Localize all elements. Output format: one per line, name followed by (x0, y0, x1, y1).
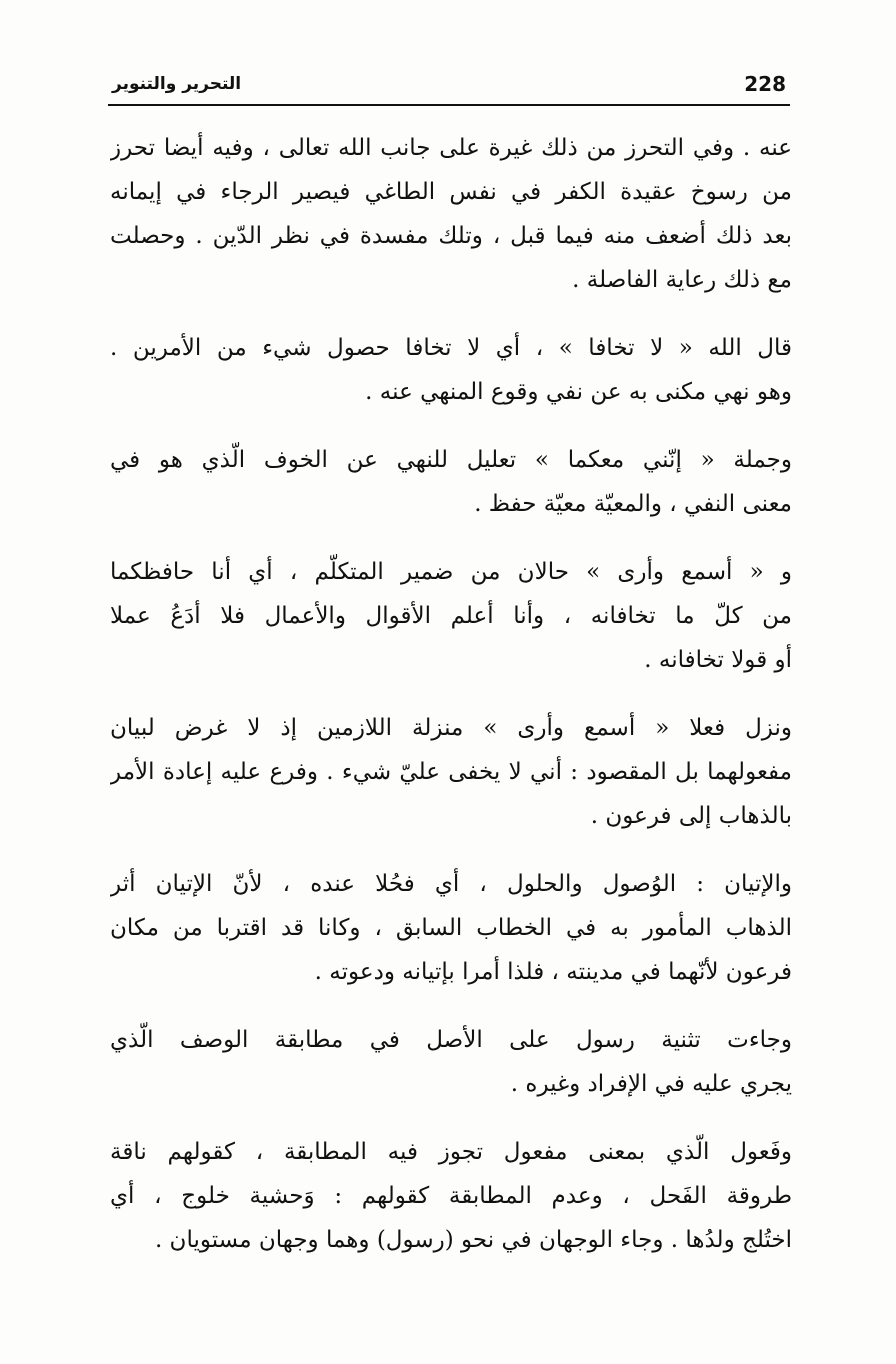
page-number: 228 (744, 72, 786, 96)
text-line: عنه . وفي التحرز من ذلك غيرة على جانب الله تعالى ، وفيه أيضا تحرز (110, 135, 792, 161)
text-line: مفعولهما بل المقصود : أني لا يخفى عليّ شيء . وفرع عليه إعادة الأمر (110, 759, 792, 785)
paragraph-5 (110, 706, 792, 838)
paragraph-6 (110, 862, 792, 994)
text-line: ونزل فعلا « أسمع وأرى » منزلة اللازمين إذ لا غرض لبيان (110, 715, 792, 741)
page-header (108, 74, 790, 106)
text-line: من كلّ ما تخافانه ، وأنا أعلم الأقوال والأعمال فلا أدَعُ عملا (110, 603, 792, 629)
text-line: وجملة « إنّني معكما » تعليل للنهي عن الخوف الّذي هو في (110, 447, 792, 473)
text-line: وفَعول الّذي بمعنى مفعول تجوز فيه المطابقة ، كقولهم ناقة (110, 1139, 792, 1165)
text-line: اختُلج ولدُها . وجاء الوجهان في نحو (رسول) وهما وجهان مستويان . (154, 1227, 792, 1253)
text-line: فرعون لأنّهما في مدينته ، فلذا أمرا بإتيانه ودعوته . (314, 959, 792, 985)
text-line: أو قولا تخافانه . (644, 647, 792, 673)
running-title: التحرير والتنوير (112, 74, 242, 94)
page-body (110, 126, 792, 1286)
paragraph-4 (110, 550, 792, 682)
paragraph-8 (110, 1130, 792, 1262)
paragraph-7 (110, 1018, 792, 1106)
text-line: معنى النفي ، والمعيّة معيّة حفظ . (474, 491, 792, 517)
text-line: وجاءت تثنية رسول على الأصل في مطابقة الوصف الّذي (110, 1027, 792, 1053)
text-line: بالذهاب إلى فرعون . (590, 803, 792, 829)
text-line: الذهاب المأمور به في الخطاب السابق ، وكانا قد اقتربا من مكان (110, 915, 792, 941)
paragraph-2 (110, 326, 792, 414)
text-line: طروقة الفَحل ، وعدم المطابقة كقولهم : وَحشية خلوج ، أي (110, 1183, 792, 1209)
text-line: مع ذلك رعاية الفاصلة . (572, 267, 792, 293)
text-line: و « أسمع وأرى » حالان من ضمير المتكلّم ، أي أنا حافظكما (110, 559, 792, 585)
text-line: بعد ذلك أضعف منه فيما قبل ، وتلك مفسدة في نظر الدّين . وحصلت (110, 223, 792, 249)
text-line: قال الله « لا تخافا » ، أي لا تخافا حصول شيء من الأمرين . (110, 335, 792, 361)
text-line: يجري عليه في الإفراد وغيره . (510, 1071, 792, 1097)
text-line: من رسوخ عقيدة الكفر في نفس الطاغي فيصير الرجاء في إيمانه (110, 179, 792, 205)
paragraph-3 (110, 438, 792, 526)
text-line: وهو نهي مكنى به عن نفي وقوع المنهي عنه . (365, 379, 792, 405)
text-line: والإتيان : الوُصول والحلول ، أي فحُلا عنده ، لأنّ الإتيان أثر (110, 871, 792, 897)
paragraph-1 (110, 126, 792, 302)
